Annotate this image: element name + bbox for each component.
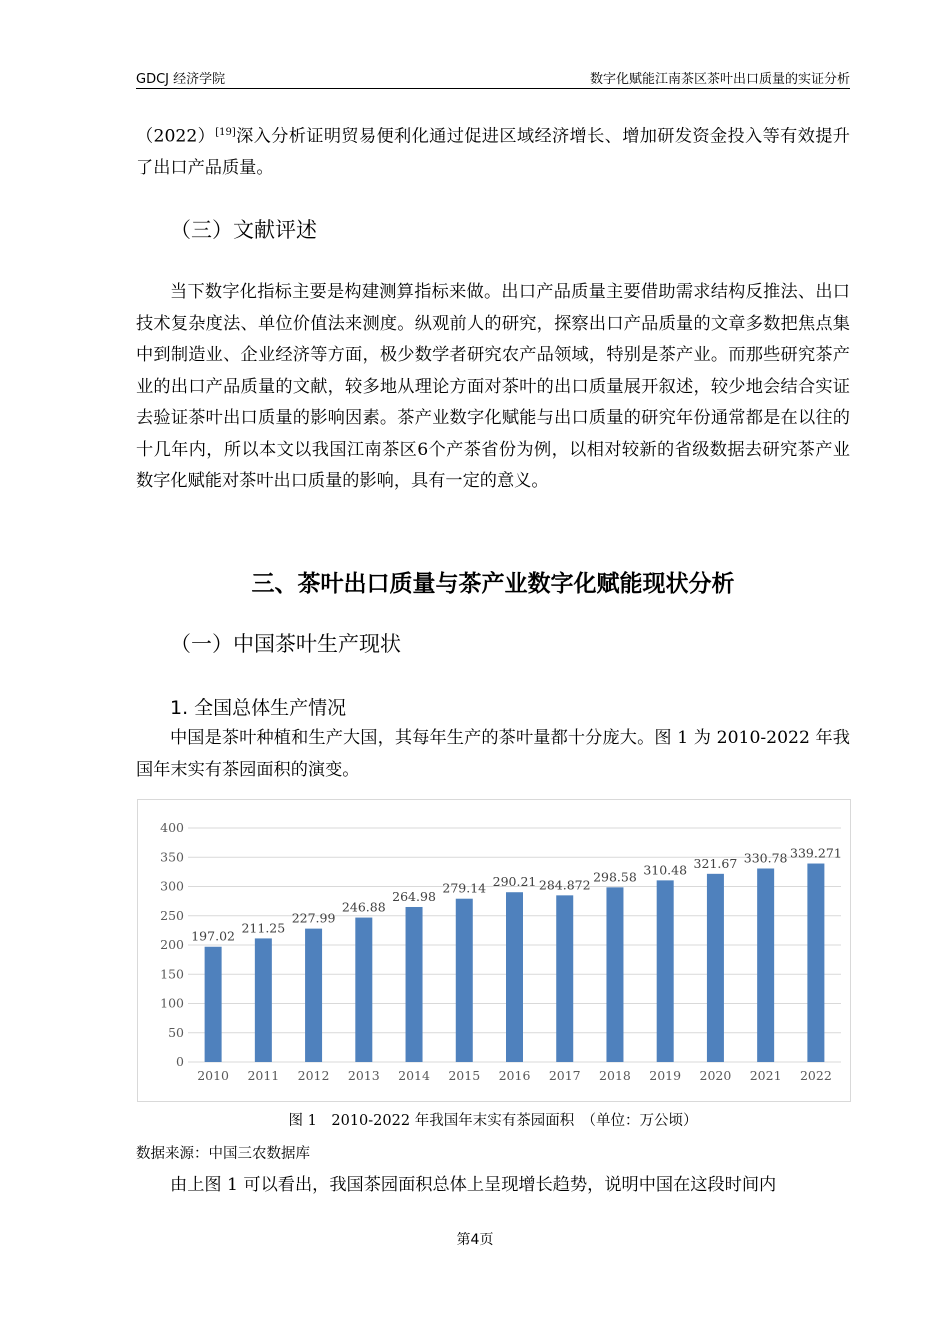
item-heading: 1. 全国总体生产情况 [170, 697, 347, 719]
bar-chart-svg [138, 800, 850, 1101]
bar [406, 907, 423, 1062]
chart-bars [205, 864, 825, 1062]
x-tick-label: 2013 [347, 1068, 380, 1083]
x-tick-label: 2021 [749, 1068, 782, 1083]
bar [255, 938, 272, 1062]
x-tick-label: 2020 [699, 1068, 732, 1083]
x-tick-label: 2012 [297, 1068, 330, 1083]
bar-value-label: 290.21 [492, 874, 537, 890]
bar [355, 918, 372, 1062]
y-tick-label: 50 [168, 1024, 184, 1040]
x-tick-label: 2015 [448, 1068, 481, 1083]
bar [506, 892, 523, 1062]
chapter-paragraph [136, 723, 850, 786]
bar-value-label: 197.02 [191, 928, 235, 944]
figure-caption: 图 1 2010-2022 年我国年末实有茶园面积 （单位：万公顷） [288, 1113, 698, 1129]
bar [456, 899, 473, 1062]
x-tick-label: 2017 [548, 1068, 581, 1083]
bar-value-label: 310.48 [643, 862, 688, 878]
bar-value-label: 284.872 [538, 877, 591, 893]
x-tick-label: 2010 [197, 1068, 230, 1083]
chapter-text: 中国是茶叶种植和生产大国，其每年生产的茶叶量都十分庞大。图 1 为 2010-2022 年我国年末实有茶园面积的演变。 [136, 728, 850, 780]
tea-garden-area-chart [137, 799, 851, 1102]
y-tick-label: 400 [160, 820, 184, 835]
intro-year: （2022） [136, 126, 216, 147]
x-tick-label: 2022 [799, 1068, 832, 1083]
bar [757, 868, 774, 1062]
review-paragraph [136, 277, 850, 498]
citation-ref: [19] [215, 127, 236, 138]
bar-value-label: 227.99 [291, 910, 336, 926]
chapter-heading: 三、茶叶出口质量与茶产业数字化赋能现状分析 [251, 571, 735, 597]
x-axis-ticks [197, 1068, 832, 1083]
intro-paragraph [136, 117, 850, 185]
y-axis-ticks [160, 820, 184, 1069]
bar [657, 880, 674, 1062]
x-tick-label: 2018 [599, 1068, 631, 1083]
y-tick-label: 250 [160, 907, 184, 923]
bar [807, 864, 824, 1062]
y-tick-label: 150 [160, 966, 184, 982]
x-tick-label: 2016 [498, 1068, 531, 1083]
bar [305, 929, 322, 1062]
page-header [136, 66, 850, 89]
bar-value-label: 330.78 [743, 850, 788, 866]
page-number: 第4页 [456, 1232, 494, 1248]
closing-text: 由上图 1 可以看出，我国茶园面积总体上呈现增长趋势，说明中国在这段时间内 [170, 1175, 777, 1195]
x-tick-label: 2014 [398, 1068, 430, 1083]
subsection-heading: （一）中国茶叶生产现状 [170, 632, 401, 656]
bar [707, 874, 724, 1062]
y-tick-label: 100 [160, 995, 184, 1011]
y-tick-label: 200 [160, 937, 184, 952]
bar-value-label: 339.271 [790, 845, 842, 861]
y-tick-label: 350 [160, 849, 184, 865]
bar-value-label: 246.88 [341, 899, 386, 915]
section-heading-review: （三）文献评述 [170, 218, 317, 242]
bar-value-label: 321.67 [693, 855, 738, 871]
bar-value-label: 298.58 [593, 869, 637, 885]
bar-value-label: 279.14 [442, 880, 487, 896]
bar-value-label: 211.25 [241, 920, 286, 936]
header-school: GDCJ 经济学院 [136, 72, 226, 87]
header-paper-title: 数字化赋能江南茶区茶叶出口质量的实证分析 [589, 72, 850, 87]
x-tick-label: 2011 [247, 1068, 280, 1083]
data-source: 数据来源：中国三农数据库 [136, 1146, 310, 1162]
bar [606, 887, 623, 1062]
bar-value-label: 264.98 [392, 888, 436, 904]
intro-text: 深入分析证明贸易便利化通过促进区域经济增长、增加研发资金投入等有效提升了出口产品质量。 [136, 126, 850, 179]
x-tick-label: 2019 [649, 1068, 682, 1083]
review-text: 当下数字化指标主要是构建测算指标来做。出口产品质量主要借助需求结构反推法、出口技术复杂度法、单位价值法来测度。纵观前人的研究，探察出口产品质量的文章多数把焦点集中到制造业、企业经济等方面，极少数学者研究农产品领域，特别是茶产业。而那些研究茶产业的出口产品质量的文献，较多地从理论方面对茶叶的出口质量展开叙述，较少地会结合实证去验证茶叶出口质量的影响因素。茶产业数字化赋能与出口质量的研究年份通常都是在以往的十几年内，所以本文以我国江南茶区6个产茶省份为例，以相对较新的省级数据去研究茶产业数字化赋能对茶叶出口质量的影响，具有一定的意义。 [136, 282, 850, 491]
y-tick-label: 0 [176, 1054, 184, 1069]
bar [205, 947, 222, 1062]
closing-paragraph [136, 1170, 850, 1202]
bar [556, 895, 573, 1062]
y-tick-label: 300 [160, 878, 184, 894]
